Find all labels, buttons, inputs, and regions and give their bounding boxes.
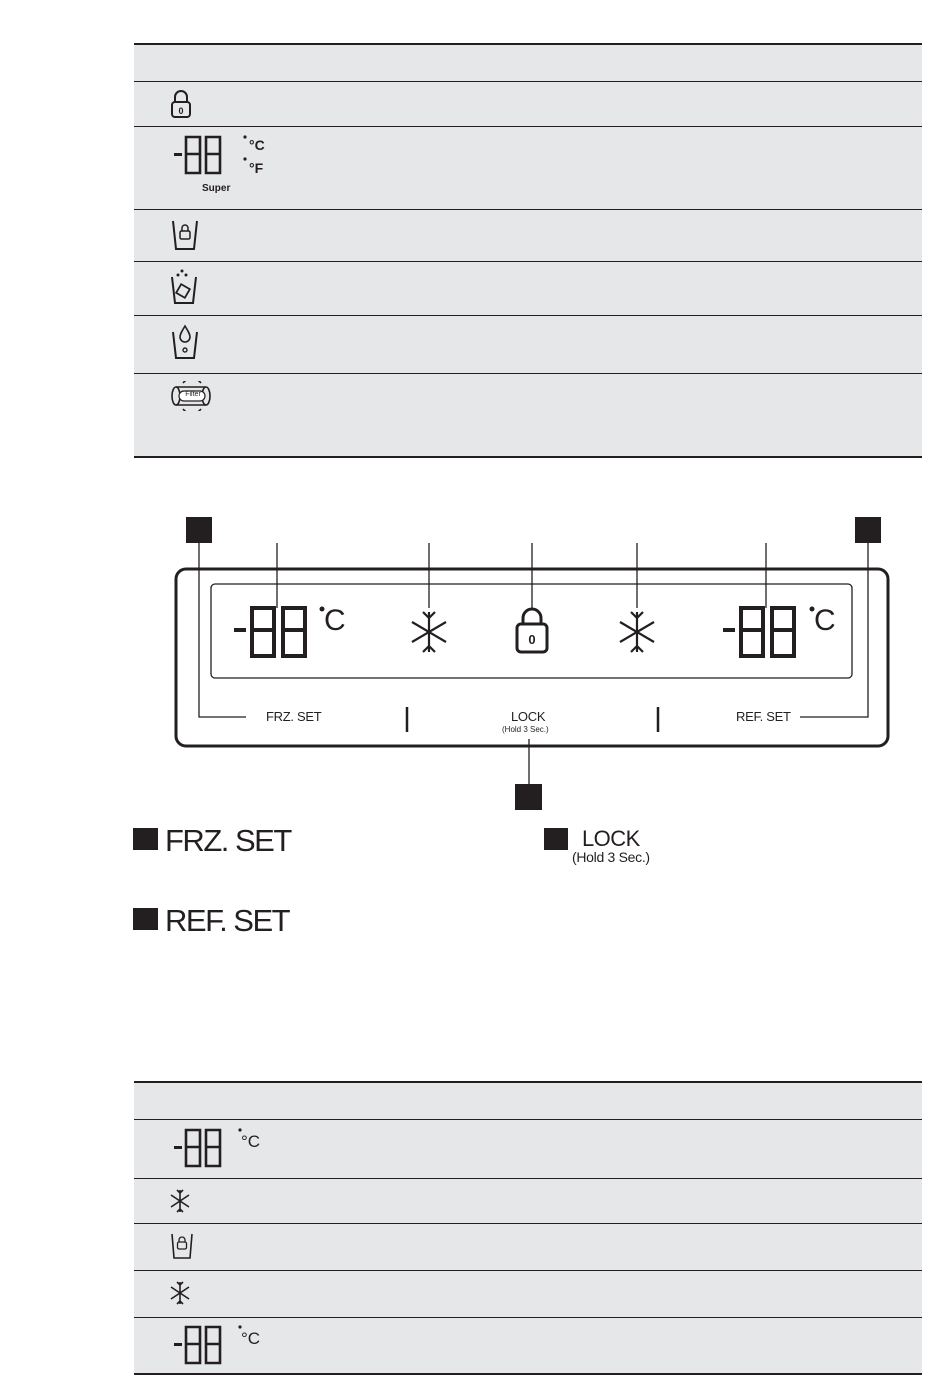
legend-frz-set: [133, 823, 291, 858]
filter-text: Filter: [185, 391, 201, 398]
svg-text:0: 0: [528, 632, 536, 647]
table-row-temperature: [134, 127, 922, 210]
table-row-dispenser-lock: [134, 210, 922, 262]
table-header: [134, 43, 922, 82]
temperature-display-icon: [168, 1126, 261, 1170]
table-row-fridge-snowflake: [134, 1271, 922, 1318]
temperature-display-icon: [168, 133, 265, 179]
table-row-filter: [134, 374, 922, 458]
unit-label: °C: [241, 1329, 261, 1348]
table-row-lock: [134, 82, 922, 127]
fridge-temp-display: [723, 608, 794, 656]
fridge-snowflake-icon: [620, 612, 654, 652]
unit-f-label: °F: [249, 160, 264, 176]
snowflake-icon: [168, 1280, 192, 1306]
legend-lock-hold-label: (Hold 3 Sec.): [572, 849, 650, 865]
table-row-ice: [134, 262, 922, 316]
legend-marker: [544, 828, 568, 850]
filter-indicator-icon: [168, 381, 216, 411]
callout-marker-frz: [186, 517, 212, 543]
freezer-temp-display: [234, 608, 305, 656]
fridge-unit-label: C: [814, 604, 836, 637]
water-dispense-icon: [168, 322, 202, 362]
ice-dispense-icon: [168, 269, 202, 307]
super-label: Super: [202, 183, 231, 194]
freezer-unit-label: C: [324, 604, 346, 637]
legend-lock-label: LOCK: [581, 826, 640, 851]
table-header: [134, 1081, 922, 1120]
ref-set-button-label[interactable]: REF. SET: [736, 709, 791, 724]
freezer-snowflake-icon: [412, 612, 446, 652]
indicator-table-bottom: [134, 1081, 922, 1375]
dispenser-lock-icon: [168, 217, 202, 253]
legend-frz-set-label: FRZ. SET: [165, 823, 291, 858]
unit-c-label: °C: [249, 137, 265, 153]
lock-indicator-icon: [517, 609, 547, 652]
frz-set-button-label[interactable]: FRZ. SET: [266, 709, 322, 724]
legend-marker: [133, 908, 158, 930]
table-row-water: [134, 316, 922, 374]
snowflake-icon: [168, 1188, 192, 1214]
control-panel-diagram: [0, 500, 950, 820]
indicator-table-top: [134, 43, 922, 458]
table-row-freezer-snowflake: [134, 1179, 922, 1224]
unit-label: °C: [241, 1132, 261, 1151]
callout-marker-ref: [855, 517, 881, 543]
lock-icon: [168, 87, 194, 121]
callout-marker-lock: [515, 784, 542, 810]
table-row-dispenser-lock: [134, 1224, 922, 1271]
table-row-fridge-temp: [134, 1318, 922, 1375]
svg-text:0: 0: [178, 106, 184, 116]
legend-ref-set: [133, 903, 290, 938]
lock-hold-label: (Hold 3 Sec.): [502, 725, 549, 734]
dispenser-lock-icon: [168, 1231, 198, 1261]
temperature-display-icon: [168, 1323, 261, 1367]
legend-marker: [133, 828, 158, 850]
legend-ref-set-label: REF. SET: [165, 903, 290, 938]
legend-lock: [544, 828, 650, 865]
lock-button-label[interactable]: LOCK: [511, 709, 546, 724]
table-row-freezer-temp: [134, 1120, 922, 1179]
